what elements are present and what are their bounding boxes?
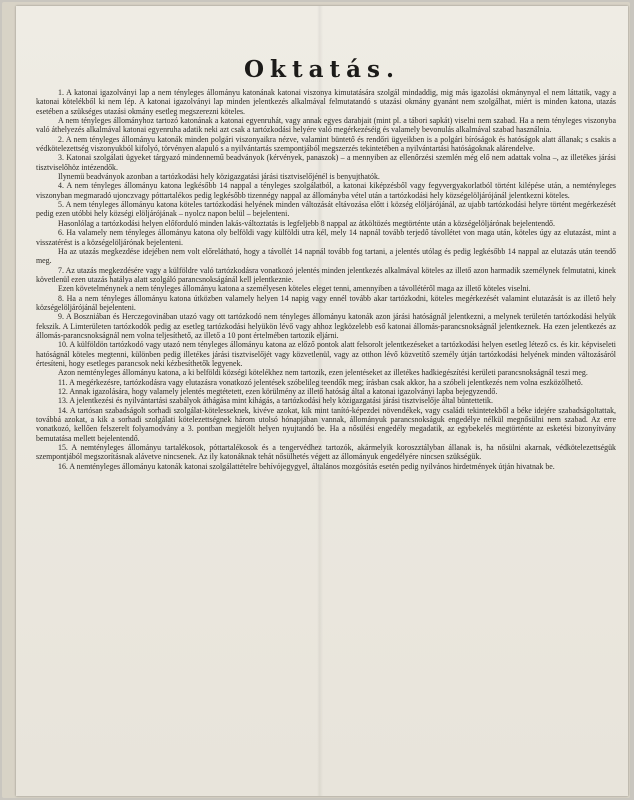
- paragraph-1: 1. A katonai igazolványi lap a nem tényleges állományu katonának katonai viszonya kimutatására szolgál mindaddig, mig más igazolási okmánynyal el nem láttatik, vagy a katonai kötelékből ki nem lép. A katonai igazolványi lap minden jelentkezés alkalmával felmutatandó s utazási okmány gyanánt nem szolgálhat, miért is minden katona, utazás esetében a szükséges utazási okmány esetleg megszerezni köteles.: [36, 88, 616, 116]
- document-title: Oktatás.: [244, 56, 400, 83]
- paragraph-16: 16. A nemtényleges állományu katonák katonai szolgálattételre behívójegygyel, általános mozgósítás esetén pedig nyilvános hirdetmények útján hivatnak be.: [58, 461, 555, 471]
- paragraph-3-note: Ilynemü beadványok azonban a tartózkodási hely közigazgatási járási tisztviselőjénél is benyujthatók.: [58, 172, 380, 182]
- paragraph-14: 14. A tartósan szabadságolt sorhadi szolgálat-kötelesseknek, kivéve azokat, kik mint tanító-képezdei növendékek, vagy családi tekintetekből a béke idejére szabadságoltattak, továbbá azokat, a kik a sorhadi szolgálati kötelezettségnek három utolsó hónapjában vannak, állományuk parancsnokságuk engedélye nélkül megnősülni nem szabad. Az erre vonatkozó, kellően felszerelt folyamodvány a 3. pontban megjelölt helyen nyujtandó be. Ha a nősülési engedély megadatik, az egybekelés megtörténte az esketési bizonyítvány bemutatása mellett bejelentendő.: [36, 405, 616, 443]
- paragraph-15: 15. A nemtényleges állományu tartalékosok, póttartalékosok és a tengervédhez tartozók, akármelyik koroszztályban állanak is, ha nősülni akarnak, védkötelezettségük szempontjából megszorításnak alávetve nincsenek. Az ily katonáknak tehát nősülhetés végett az állományuk engedélyére nincsen szükségük.: [36, 443, 616, 462]
- paragraph-2: 2. A nem tényleges állományu katonák minden polgári viszonyaikra nézve, valamint büntető és rendőri ügyeikben is a polgári bíróságok és hatóságok alatt állanak; s csakis a védkötelezettség viszonyukból kifolyó, törvényen alapuló s a nyilvántartás szempontjából megszerzés tekintetében a nyilvántartási hatóságoknak alárendelve.: [36, 134, 616, 154]
- paragraph-12: 12. Annak igazolására, hogy valamely jelentés megtétetett, ezen körülmény az illető hatóság által a katonai igazolványi lapba bejegyzendő.: [58, 387, 498, 396]
- paragraph-10: 10. A külföldön tartózkodó vagy utazó nem tényleges állományu katona az előző pontok alatt felsorolt jelentkezéseket a tartózkodási helyen esetleg létező cs. és kir. képviseleti hatóságnál köteles megtenni, különben pedig illetékes járási tisztviselőjét vagy közvetlenül, vagy az otthon lévő közvetítő személy útján tartózkodási helyének minden változásáról értesíteni, hogy esetleges parancsok neki kézbesíthetők legyenek.: [36, 340, 616, 368]
- document-page: [16, 6, 628, 796]
- paragraph-6: 6. Ha valamely nem tényleges állományu katona oly belföldi vagy külföldi utra kél, mely 14 napnál tovább terjedő távollétet von maga után, köteles úgy az elutazást, mint a visszatérést is a községelöljárónak bejelenteni.: [36, 228, 616, 247]
- paragraph-5-note: Hasonlólag a tartózkodási helyen előforduló minden lakás-változtatás is legfeljebb 8 nappal az átköltözés megtörténte után a községelöljárónak bejelentendő.: [58, 218, 555, 228]
- paragraph-11: 11. A megérkezésre, tartózkodásra vagy elutazásra vonatkozó jelentések szóbelileg teendők meg; írásban csak akkor, ha a szóbeli jelentkezés nem volna eszközölhető.: [58, 377, 583, 387]
- paragraph-4: 4. A nem tényleges állományu katona legkésőbb 14 nappal a tényleges szolgálatból, a katonai kiképzésből vagy fegyvergyakorlatból történt kilépése után, a nemtényleges viszonyban megmaradó ujonczvagy póttartalékos pedig legkésőbb tizennégy nappal az állományba vétel után a tartózkodási hely községelöljárójánál jelentkezni köteles.: [36, 181, 616, 200]
- paragraph-5: 5. A nem tényleges állományu katona köteles tartózkodási helyének minden változását eltávozása előtt i község elöljárójánál, az ujabb tartózkodási helyre történt megérkezését pedig ezen utóbbi hely községi elöljárójának – nyolcz napon belül – bejelenteni.: [36, 200, 616, 219]
- paragraph-6-note: Ha az utazás megkezdése idejében nem volt előrelátható, hogy a távollét 14 napnál tovább fog tartani, a jelentés utólag és pedig legkésőbb 14 nappal az elutazás után teendő meg.: [36, 246, 616, 266]
- paragraph-3: 3. Katonai szolgálati ügyeket tárgyazó mindennemű beadványok (kérvények, panaszok) – a mennyiben az ellenőrzési szemlén még elő nem adattak volna –, az illetékes járási tisztviselőhöz intézendők.: [36, 153, 616, 172]
- paragraph-10-note: Azon nemtényleges állományu katona, a ki belföldi községi kötelékhez nem tartozik, ezen jelentéseket az illetékes hadkiegészítési kerületi parancsnokságnál teszi meg.: [58, 368, 588, 378]
- paragraph-9: 9. A Boszniában és Herczegovinában utazó vagy ott tartózkodó nem tényleges állományu katonák azon járási hatóságnál jelentkezni, a melynek területén tartózkodási helyük fekszik. A Limterületen tartózkodók pedig az esetleg tartózkodási helyükön lévő vagy ahhoz legközelebb eső katonai állomás-parancsnokságnál jelentkeznek. Ha ezen jelentkezés az állomás-parancsnokságnál nem volna teljesíthető, az illető a 10 pont értelmében tartozik eljárni.: [36, 312, 616, 340]
- document-body: [36, 88, 616, 788]
- paragraph-13: 13. A jelentkezési és nyilvántartási szabályok áthágása mint kihágás, a tartózkodási hely közigazgatási járási tisztviselője által büntettetik.: [58, 396, 493, 406]
- paragraph-7: 7. Az utazás megkezdésére vagy a külföldre való tartózkodásra vonatkozó jelentés minden jelentkezés alkalmával köteles az illető azon harmadik személynek felmutatni, kinek követlenül ezen utazás hatálya alatt szolgáló parancsnokságánál kell jelentkeznie.: [36, 265, 616, 284]
- paragraph-8: 8. Ha a nem tényleges állományu katona útközben valamely helyen 14 napig vagy ennél tovább akar tartózkodni, köteles megérkezését valamint elutazását is az illető hely községelöljárójánál bejelenteni.: [36, 293, 616, 312]
- paragraph-7-note: Ezen követelménynek a nem tényleges állományu katona a személyesen köteles eleget tenni, amennyiben a távollétéről maga az illető köteles viselni.: [58, 284, 531, 294]
- paragraph-1-uniform: A nem tényleges állományhoz tartozó katonának a katonai egyenruhát, vagy annak egyes darabjait (mint pl. a tábori sapkát) viselni nem szabad. Ha a nem tényleges viszonyba való áthelyezés alkalmával katonai egyenruha adatik neki azt csak a tartózkodási helyére való megérkezéséig és valamely bevonulás alkalmával szabad használnia.: [36, 116, 616, 135]
